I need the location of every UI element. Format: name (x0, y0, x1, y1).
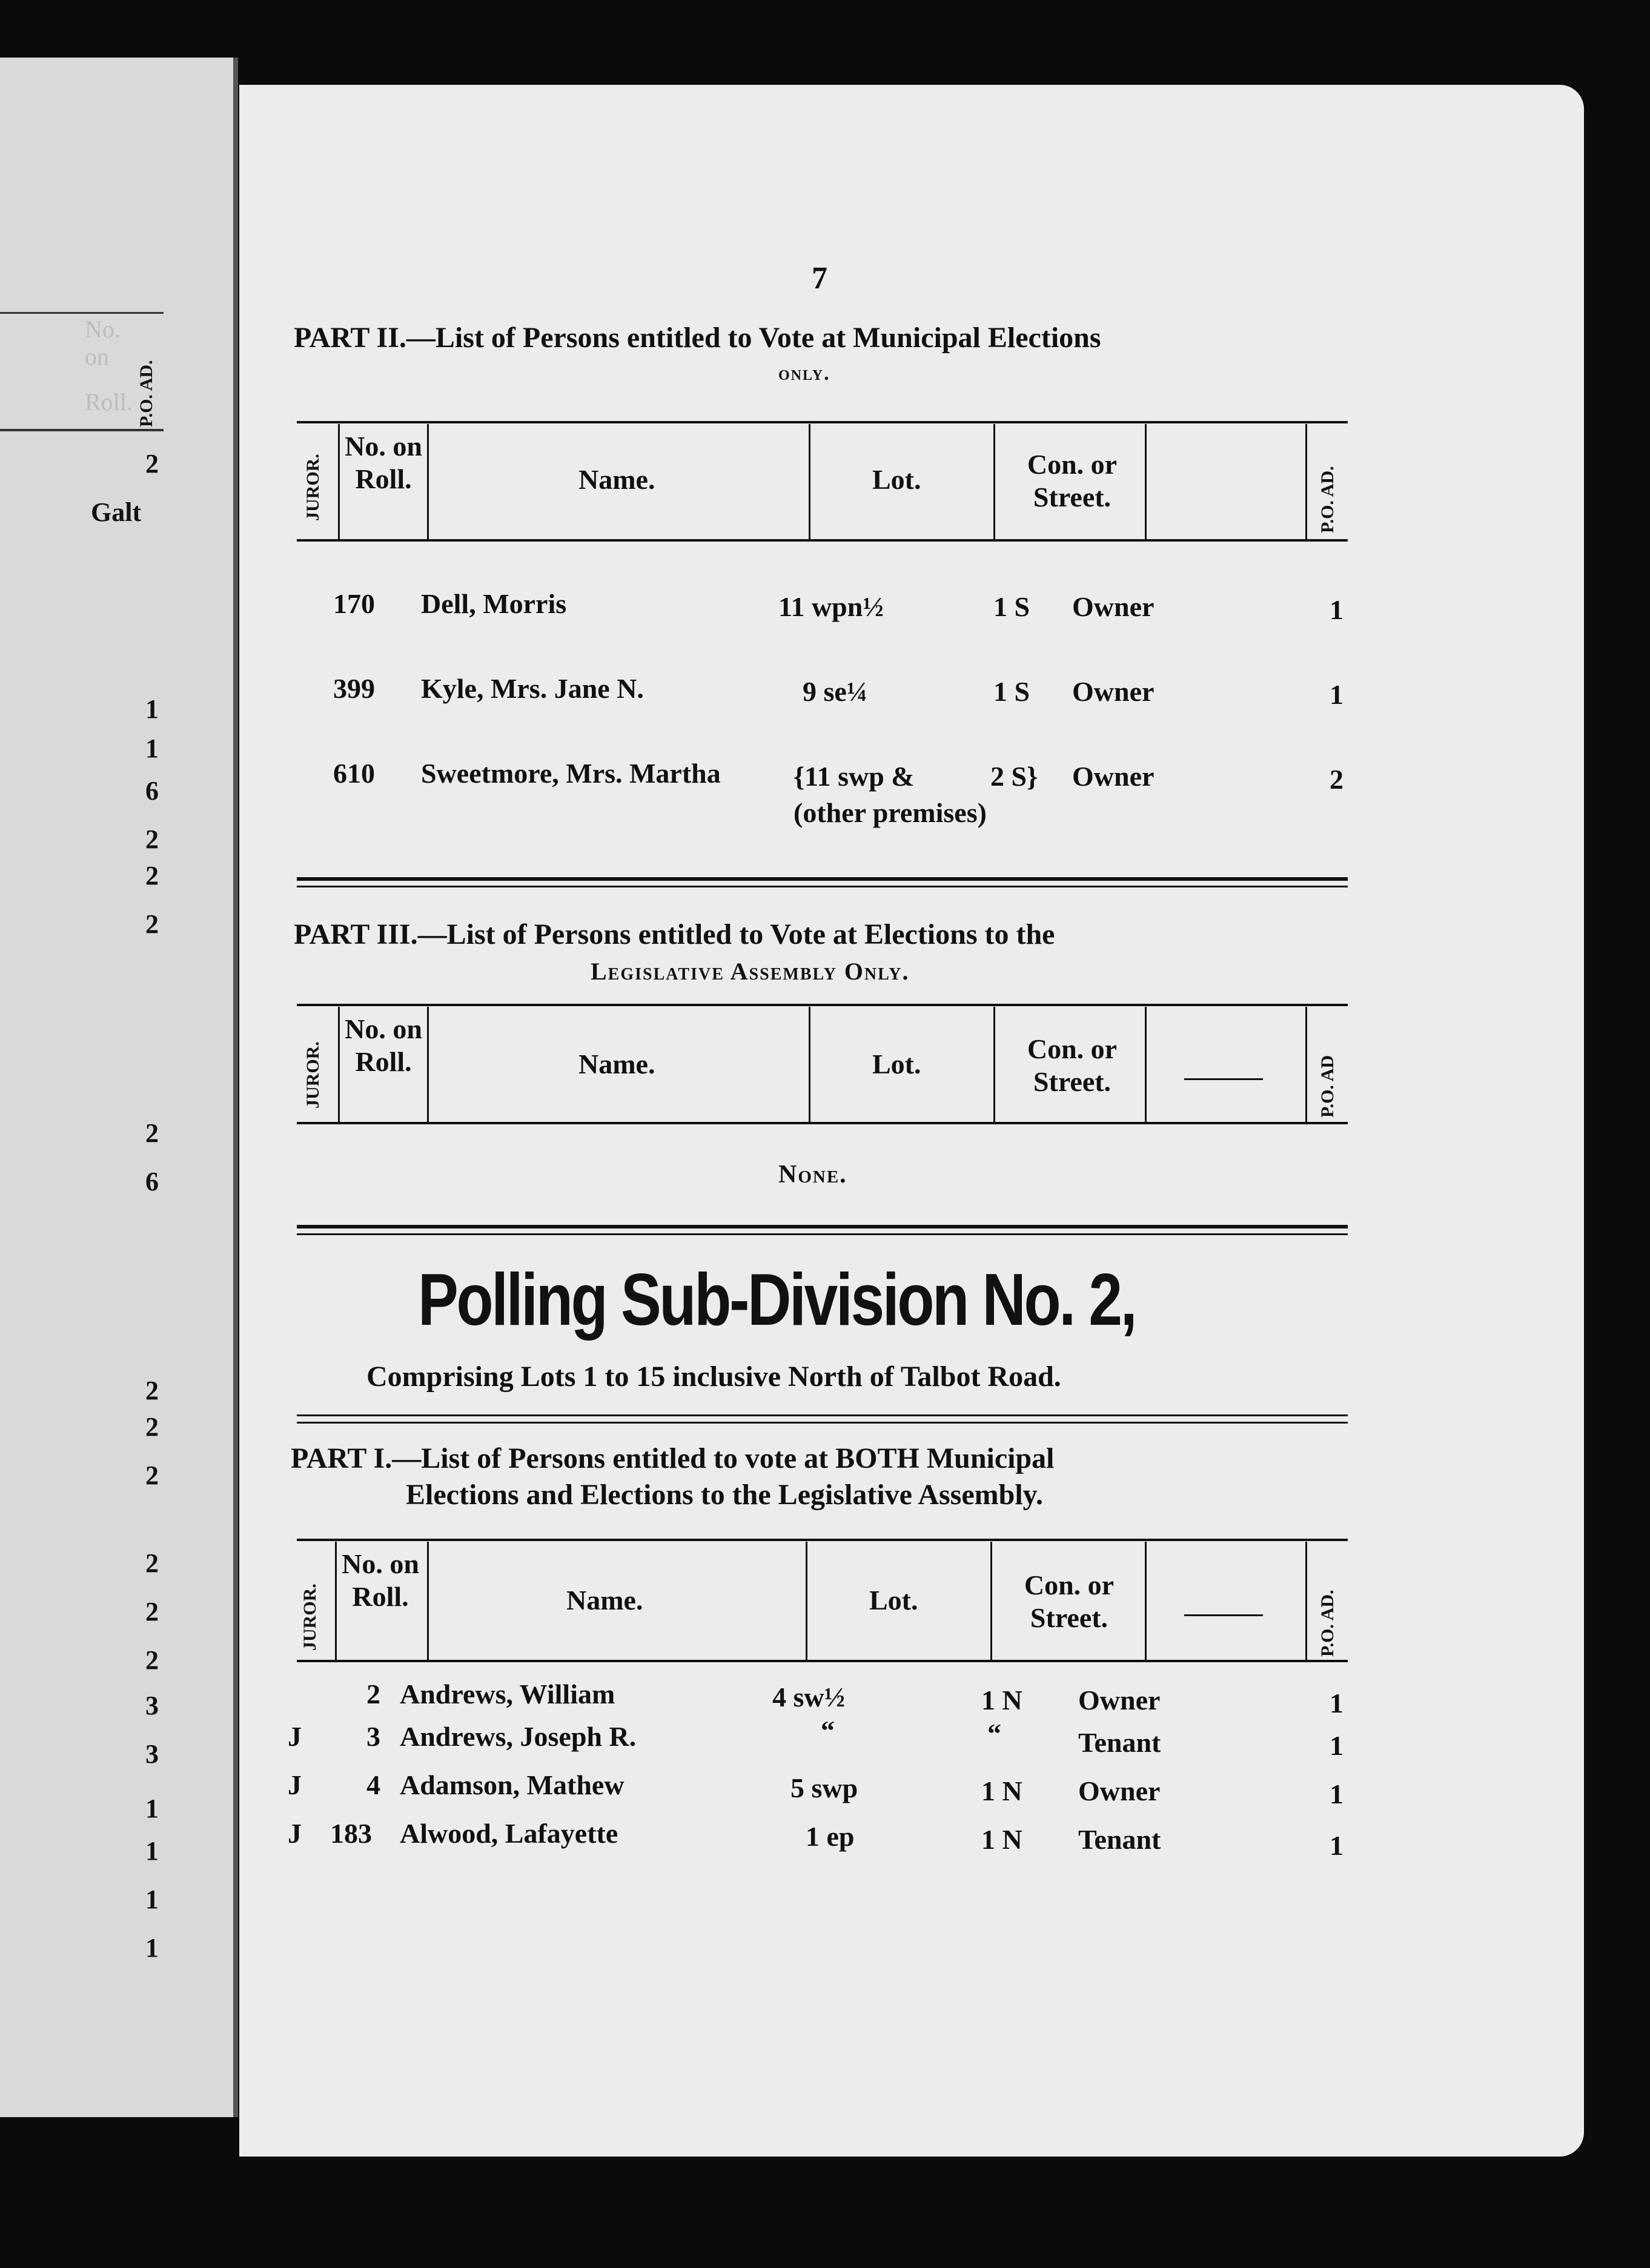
part2-row-con: 2 S} (990, 761, 1038, 792)
left-value: 1 (145, 1885, 159, 1914)
section-divider (297, 1225, 1348, 1228)
left-value: 1 (145, 734, 159, 763)
left-value: 6 (145, 1167, 159, 1196)
part2-header-bottom-rule (297, 539, 1348, 542)
left-value: 2 (145, 824, 159, 854)
left-roll-header: Roll. (85, 388, 133, 416)
left-value: Galt (91, 497, 142, 527)
part1-row-po: 1 (1330, 1830, 1344, 1861)
part1-title: PART I.—List of Persons entitled to vote at BOTH Municipal (291, 1442, 1055, 1474)
part1-row-name: Andrews, Joseph R. (400, 1721, 637, 1752)
left-value: 6 (145, 776, 159, 806)
col-divider (335, 1542, 337, 1660)
section-divider (297, 1233, 1348, 1235)
col-divider (427, 424, 429, 539)
left-value: 2 (145, 449, 159, 479)
left-value: 1 (145, 1933, 159, 1963)
left-value: 1 (145, 1836, 159, 1866)
part2-header-top-rule (297, 421, 1348, 423)
col-divider (1305, 1542, 1307, 1660)
part3-juror-header: JUROR. (303, 1041, 323, 1109)
part2-row-status: Owner (1072, 676, 1155, 707)
part3-header-top-rule (297, 1004, 1348, 1006)
part2-roll-header: No. on Roll. (345, 431, 422, 494)
left-on-header: on (85, 343, 109, 370)
col-divider (338, 424, 340, 539)
left-value: 2 (145, 1597, 159, 1626)
part1-row-roll: 2 (366, 1679, 380, 1709)
part1-row-roll: 3 (366, 1721, 380, 1752)
part1-row-lot: 1 ep (806, 1821, 855, 1852)
col-divider (990, 1542, 992, 1660)
blank-column-dash (1184, 1078, 1263, 1080)
part1-row-status: Tenant (1078, 1824, 1161, 1855)
blank-column-dash (1184, 1614, 1263, 1616)
col-divider (809, 424, 810, 539)
part2-po-header: P.O. AD. (1317, 466, 1337, 533)
col-divider (338, 1007, 340, 1122)
part3-po-header: P.O. AD (1317, 1055, 1337, 1118)
section-divider (297, 877, 1348, 881)
left-value: 2 (145, 1548, 159, 1578)
left-value: 2 (145, 1645, 159, 1675)
left-value: 3 (145, 1691, 159, 1720)
part1-roll-header: No. on Roll. (342, 1548, 419, 1612)
part2-row-lot-cont: (other premises) (794, 797, 987, 828)
part2-row-roll: 170 (333, 588, 375, 619)
col-divider (1145, 424, 1147, 539)
part2-lot-header: Lot. (872, 464, 921, 495)
left-po-ad-header: P.O. AD. (136, 360, 156, 427)
part1-row-con: 1 N (981, 1776, 1022, 1806)
subdivision-heading: Polling Sub-Division No. 2, (418, 1258, 1136, 1341)
part1-header-bottom-rule (297, 1660, 1348, 1662)
part1-row-lot: 4 sw½ (772, 1682, 846, 1713)
part1-row-status: Owner (1078, 1776, 1161, 1806)
part1-row-juror: J (288, 1721, 302, 1752)
part1-po-header: P.O. AD. (1317, 1590, 1337, 1657)
part1-row-roll: 183 (330, 1818, 372, 1849)
part2-row-roll: 399 (333, 673, 375, 704)
col-divider (1305, 424, 1307, 539)
part2-row-con: 1 S (993, 676, 1030, 707)
part2-juror-header: JUROR. (303, 454, 323, 521)
section-divider (297, 886, 1348, 887)
part1-row-po: 1 (1330, 1730, 1344, 1761)
left-value: 1 (145, 1794, 159, 1823)
part1-row-juror: J (288, 1769, 302, 1800)
part2-row-lot: {11 swp & (794, 761, 915, 792)
wavy-divider (297, 1414, 1348, 1416)
part2-con-header: Con. or Street. (1027, 449, 1118, 512)
part1-row-lot: 5 swp (790, 1772, 858, 1803)
page-sheet (239, 85, 1584, 2157)
col-divider (993, 1007, 995, 1122)
part1-row-name: Adamson, Mathew (400, 1769, 625, 1800)
col-divider (1145, 1007, 1147, 1122)
part3-lot-header: Lot. (872, 1049, 921, 1079)
part1-juror-header: JUROR. (300, 1583, 320, 1651)
part2-title: PART II.—List of Persons entitled to Vote at Municipal Elections (294, 322, 1101, 354)
part2-row-status: Owner (1072, 591, 1155, 622)
part1-row-lot: “ (821, 1715, 835, 1746)
part2-row-name: Sweetmore, Mrs. Martha (421, 758, 721, 789)
col-divider (1305, 1007, 1307, 1122)
part2-row-con: 1 S (993, 591, 1030, 622)
part2-row-lot: 11 wpn½ (778, 591, 884, 622)
part2-row-name: Dell, Morris (421, 588, 567, 619)
part3-roll-header: No. on Roll. (345, 1013, 422, 1077)
part1-name-header: Name. (566, 1585, 643, 1616)
part2-row-roll: 610 (333, 758, 375, 789)
part2-row-name: Kyle, Mrs. Jane N. (421, 673, 644, 704)
col-divider (427, 1542, 429, 1660)
subdivision-subheading: Comprising Lots 1 to 15 inclusive North of Talbot Road. (366, 1361, 1061, 1393)
left-value: 2 (145, 1412, 159, 1442)
part2-row-lot: 9 se¼ (803, 676, 868, 707)
left-value: 2 (145, 1376, 159, 1405)
part3-none: None. (778, 1161, 847, 1189)
left-value: 2 (145, 1118, 159, 1148)
wavy-divider (297, 1422, 1348, 1424)
part1-row-po: 1 (1330, 1688, 1344, 1719)
part1-row-juror: J (288, 1818, 302, 1849)
part1-con-header: Con. or Street. (1024, 1570, 1115, 1633)
col-divider (809, 1007, 810, 1122)
part2-title-sub: only. (778, 362, 830, 385)
left-value: 3 (145, 1739, 159, 1769)
part2-row-po: 1 (1330, 594, 1344, 625)
page-number: 7 (812, 261, 827, 296)
left-value: 2 (145, 1461, 159, 1490)
part3-title: PART III.—List of Persons entitled to Vote at Elections to the (294, 918, 1055, 950)
part1-header-top-rule (297, 1539, 1348, 1541)
left-value: 2 (145, 909, 159, 939)
part1-row-name: Andrews, William (400, 1679, 615, 1709)
part1-row-con: 1 N (981, 1685, 1022, 1716)
part3-con-header: Con. or Street. (1027, 1033, 1118, 1097)
col-divider (806, 1542, 807, 1660)
part3-header-bottom-rule (297, 1122, 1348, 1124)
left-value: 2 (145, 861, 159, 890)
left-page-fragment (0, 58, 238, 2117)
part1-row-status: Tenant (1078, 1727, 1161, 1758)
part2-row-po: 2 (1330, 764, 1344, 795)
col-divider (427, 1007, 429, 1122)
part1-row-con: 1 N (981, 1824, 1022, 1855)
part3-name-header: Name. (578, 1049, 655, 1079)
part1-title-sub: Elections and Elections to the Legislative Assembly. (406, 1479, 1044, 1511)
col-divider (1145, 1542, 1147, 1660)
col-divider (993, 424, 995, 539)
part2-name-header: Name. (578, 464, 655, 495)
part1-row-name: Alwood, Lafayette (400, 1818, 618, 1849)
part1-row-roll: 4 (366, 1769, 380, 1800)
part3-title-sub: Legislative Assembly Only. (591, 958, 910, 985)
part1-row-status: Owner (1078, 1685, 1161, 1716)
part2-row-po: 1 (1330, 679, 1344, 710)
part1-row-con: “ (987, 1718, 1001, 1749)
left-value: 1 (145, 694, 159, 724)
part1-row-po: 1 (1330, 1779, 1344, 1809)
left-no-header: No. (85, 316, 121, 343)
part1-lot-header: Lot. (869, 1585, 918, 1616)
part2-row-status: Owner (1072, 761, 1155, 792)
